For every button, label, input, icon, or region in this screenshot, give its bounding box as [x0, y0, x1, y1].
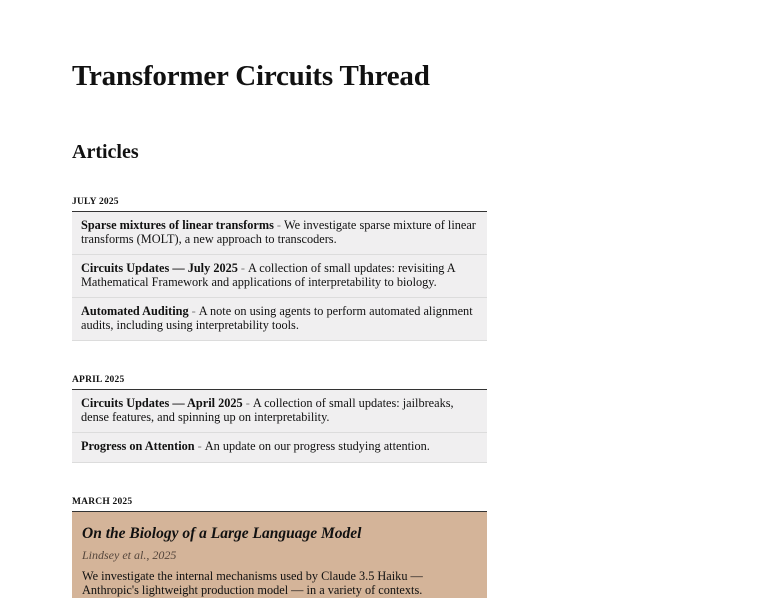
article-card[interactable]	[72, 390, 487, 433]
featured-article-card[interactable]	[72, 512, 487, 598]
article-card[interactable]	[72, 212, 487, 255]
article-card[interactable]	[72, 255, 487, 298]
article-separator: -	[240, 261, 246, 275]
featured-article-authors: Lindsey et al., 2025	[82, 548, 177, 562]
article-description: An update on our progress studying attention.	[204, 439, 430, 453]
featured-article-description: We investigate the internal mechanisms used by Claude 3.5 Haiku — Anthropic's lightweight production model — in a variety of contexts.	[82, 569, 423, 597]
featured-article-title-link[interactable]: On the Biology of a Large Language Model	[82, 525, 362, 542]
article-description: A note on using agents to perform automated alignment audits, including using interpretability tools.	[81, 304, 473, 332]
article-title-link[interactable]: Circuits Updates — April 2025	[81, 396, 243, 410]
article-description: We investigate sparse mixture of linear transforms (MOLT), a new approach to transcoders.	[81, 218, 476, 246]
article-description: A collection of small updates: jailbreaks, dense features, and spinning up on interpretability.	[81, 396, 454, 424]
site-title: Transformer Circuits Thread	[72, 60, 430, 92]
article-separator: -	[245, 396, 250, 410]
article-description: A collection of small updates: revisiting A Mathematical Framework and applications of interpretability to biology.	[81, 261, 456, 289]
article-title-link[interactable]: Progress on Attention	[81, 439, 195, 453]
article-separator: -	[276, 218, 281, 232]
article-card[interactable]	[72, 298, 487, 341]
article-group-march-2025	[72, 496, 487, 598]
article-separator: -	[191, 304, 196, 318]
article-card[interactable]	[72, 433, 487, 463]
article-title-link[interactable]: Sparse mixtures of linear transforms	[81, 218, 274, 232]
article-separator: -	[197, 439, 202, 453]
article-title-link[interactable]: Circuits Updates — July 2025	[81, 261, 238, 275]
article-group-april-2025	[72, 374, 487, 463]
article-title-link[interactable]: Automated Auditing	[81, 304, 189, 318]
group-header: MARCH 2025	[72, 496, 487, 512]
article-group-july-2025	[72, 196, 487, 341]
group-header: JULY 2025	[72, 196, 487, 212]
section-title-articles: Articles	[72, 141, 139, 163]
group-header: APRIL 2025	[72, 374, 487, 390]
